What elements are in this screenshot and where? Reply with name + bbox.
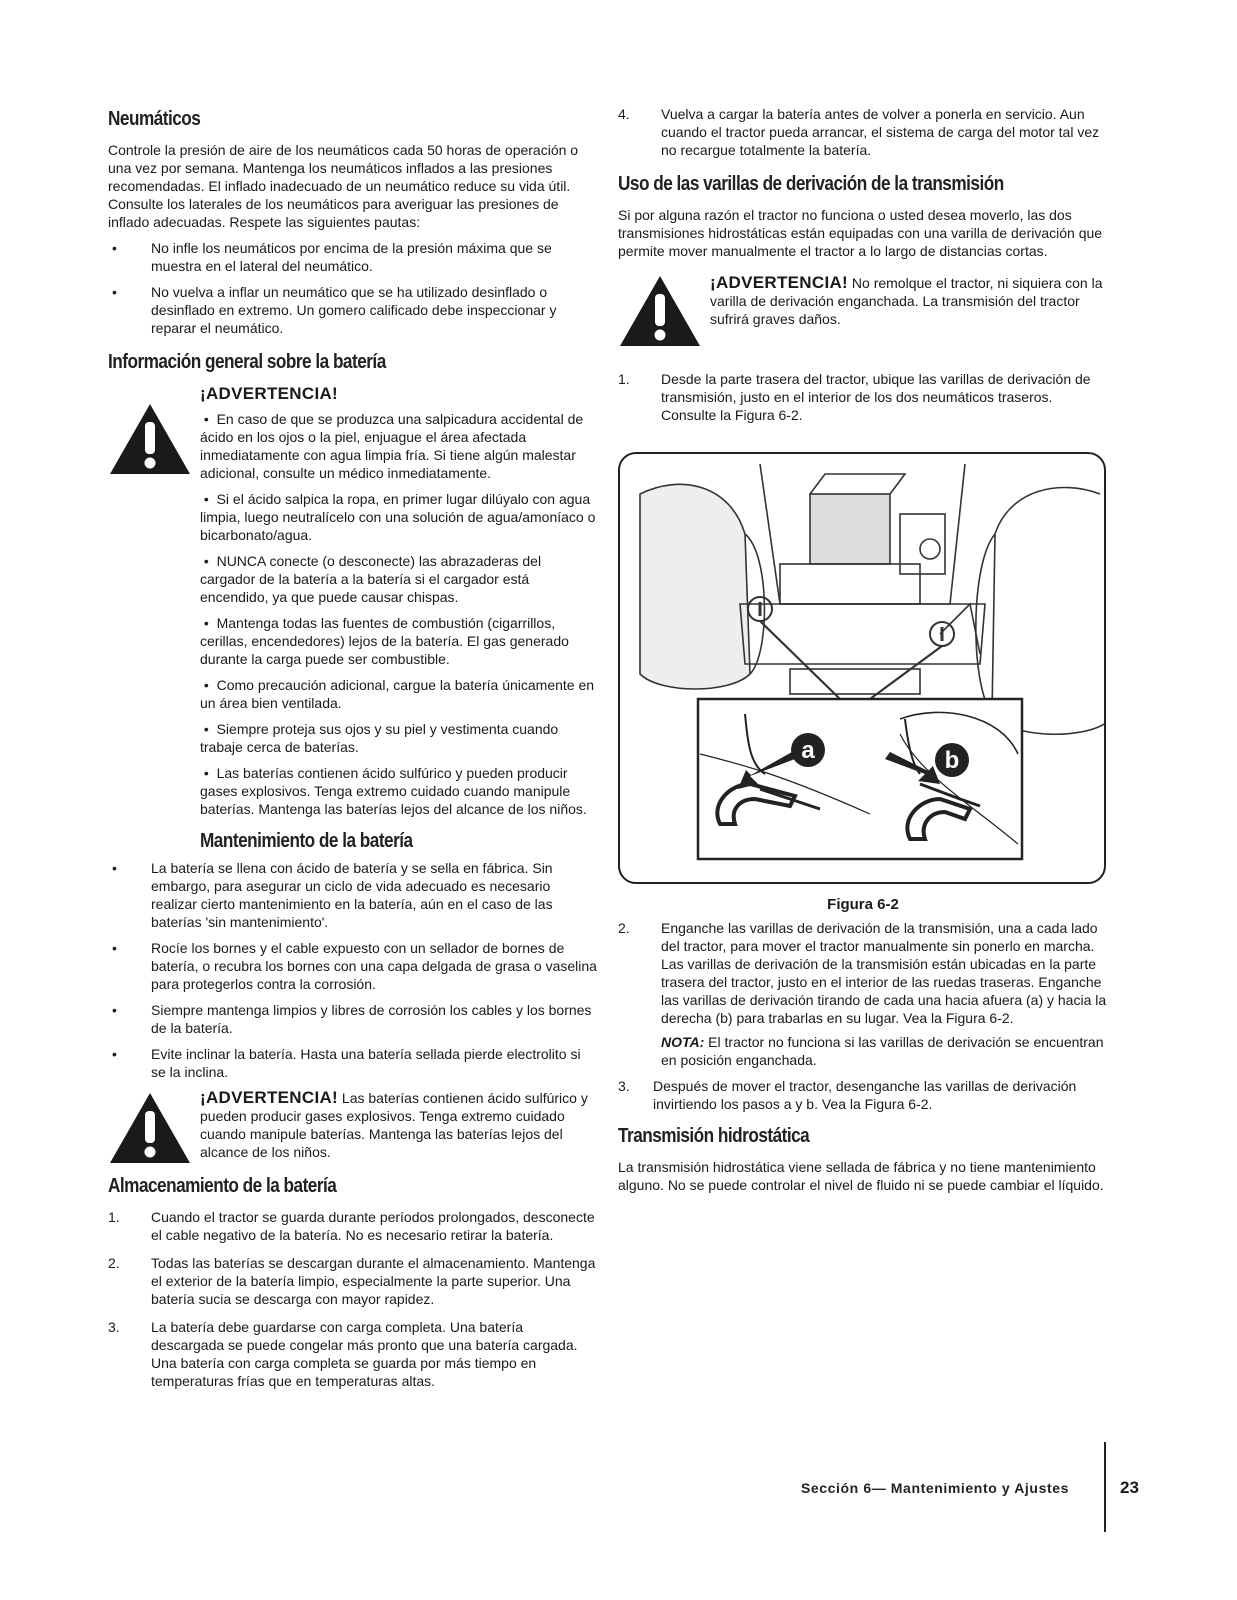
warning-title: ¡ADVERTENCIA! <box>200 1088 339 1107</box>
warning-triangle-icon <box>108 402 192 476</box>
section-footer-title: Sección 6— Mantenimiento y Ajustes <box>800 1480 1069 1496</box>
list-item: 1. Cuando el tractor se guarda durante períodos prolongados, desconecte el cable negativo de la batería. No es necesario retirar la batería. <box>108 1209 595 1243</box>
battery-maintenance-heading: Mantenimiento de la batería <box>200 830 413 852</box>
battery-heading: Información general sobre la batería <box>108 351 386 373</box>
recharge-item <box>618 105 1108 159</box>
warning-triangle-icon <box>618 274 702 348</box>
footer-divider <box>1104 1442 1106 1532</box>
list-item: 2. Todas las baterías se descargan durante el almacenamiento. Mantenga el exterior de la batería limpio, especialmente la parte superior. Una batería sucia se descarga con mayor rapidez. <box>108 1255 596 1307</box>
hydrostatic-text: La transmisión hidrostática viene sellada de fábrica y no tiene mantenimiento alguno. No se puede controlar el nivel de fluido ni se puede cambiar el líquido. <box>618 1159 1104 1193</box>
hydrostatic-heading: Transmisión hidrostática <box>618 1125 810 1147</box>
list-item: • Evite inclinar la batería. Hasta una batería sellada pierde electrolito si se la inclina. <box>112 1046 581 1080</box>
tractor-rear-illustration <box>620 454 1104 882</box>
right-column <box>618 105 1108 434</box>
list-item: • Rocíe los bornes y el cable expuesto con un sellador de bornes de batería, o recubra los bornes con una capa delgada de grasa o vaselina para protegerlos contra la corrosión. <box>112 940 597 992</box>
left-column <box>108 100 598 1400</box>
battery-storage-heading: Almacenamiento de la batería <box>108 1175 337 1197</box>
tires-heading: Neumáticos <box>108 108 201 130</box>
list-item: 3. La batería debe guardarse con carga completa. Una batería descargada se puede congelar más pronto que una batería cargada. Una batería con carga completa se guarda por más tiempo en temperaturas frías que en temperaturas altas. <box>108 1319 578 1389</box>
tow-warning-block <box>618 274 1108 354</box>
bypass-intro: Si por alguna razón el tractor no funciona o usted desea moverlo, las dos transmisiones hidrostáticas están equipadas con una varilla de derivación que permite mover manualmente el tractor a lo largo de distancias cortas. <box>618 207 1103 259</box>
list-item: • Si el ácido salpica la ropa, en primer lugar dilúyalo con agua limpia, luego neutralícelo con una solución de agua/amoníaco o bicarbonato/agua. <box>200 491 596 543</box>
list-item: 2. Enganche las varillas de derivación de la transmisión, una a cada lado del tractor, para mover el tractor manualmente sin ponerlo en marcha. Las varillas de derivación de la transmisión están ubicadas en la parte trasera del tractor, justo en el interior de las ruedas traseras. Enganche las varillas de derivación tirando de cada una hacia afuera (a) y hacia la derecha (b) para trabarlas en su lugar. Vea la Figura 6-2. <box>618 920 1107 1026</box>
list-item: • No vuelva a inflar un neumático que se ha utilizado desinflado o desinflado en extremo. Un gomero calificado debe inspeccionar y reparar el neumático. <box>112 284 557 336</box>
label-a: a <box>801 737 815 764</box>
figure-bypass-rods <box>618 452 1106 884</box>
list-item: • La batería se llena con ácido de batería y se sella en fábrica. Sin embargo, para asegurar un ciclo de vida adecuado es necesario realizar cierto mantenimiento en la batería, aún en el caso de las baterías 'sin mantenimiento'. <box>112 860 553 930</box>
figure-caption: Figura 6-2 <box>827 896 899 913</box>
maintenance-bullet-list <box>108 859 598 1081</box>
tires-bullet-list <box>108 239 598 337</box>
bypass-rods-heading: Uso de las varillas de derivación de la transmisión <box>618 173 1004 195</box>
warning-text: No remolque el tractor, ni siquiera con la varilla de derivación enganchada. La transmisión del tractor sufrirá graves daños. <box>710 275 1103 327</box>
page-number: 23 <box>1120 1478 1139 1497</box>
right-column-lower <box>618 896 1108 1194</box>
list-item: • No infle los neumáticos por encima de la presión máxima que se muestra en el lateral del neumático. <box>112 240 552 274</box>
list-item: • Como precaución adicional, cargue la batería únicamente en un área bien ventilada. <box>200 677 595 711</box>
label-b: b <box>944 747 960 774</box>
list-item: • En caso de que se produzca una salpicadura accidental de ácido en los ojos o la piel, enjuague el área afectada inmediatamente con agua limpia fría. Si tiene algún malestar adicional, consulte un médico inmediatamente. <box>200 411 584 481</box>
list-item: • NUNCA conecte (o desconecte) las abrazaderas del cargador de la batería a la batería si el cargador está encendido, ya que puede causar chispas. <box>200 553 542 605</box>
list-item: • Siempre proteja sus ojos y su piel y vestimenta cuando trabaje cerca de baterías. <box>200 721 559 755</box>
list-item: 4. Vuelva a cargar la batería antes de volver a ponerla en servicio. Aun cuando el tractor pueda arrancar, el sistema de carga del motor tal vez no recargue totalmente la batería. <box>618 106 1100 158</box>
list-item: • Siempre mantenga limpios y libres de corrosión los cables y los bornes de la batería. <box>112 1002 592 1036</box>
bypass-step-1 <box>618 370 1108 424</box>
warning-title: ¡ADVERTENCIA! <box>200 384 339 403</box>
warning-triangle-icon <box>108 1091 192 1165</box>
note: NOTA: El tractor no funciona si las varillas de derivación se encuentran en posición enganchada. <box>661 1034 1104 1068</box>
warning-text: Las baterías contienen ácido sulfúrico y pueden producir gases explosivos. Tenga extremo cuidado cuando manipule baterías. Mantenga las baterías lejos del alcance de los niños. <box>200 1090 588 1160</box>
tires-intro: Controle la presión de aire de los neumáticos cada 50 horas de operación o una vez por semana. Mantenga los neumáticos inflados a las presiones recomendadas. El inflado inadecuado de un neumático reduce su vida útil. Consulte los laterales de los neumáticos para averiguar las presiones de inflado adecuadas. Respete las siguientes pautas: <box>108 142 579 230</box>
storage-numbered-list <box>108 1208 598 1390</box>
list-item: 1. Desde la parte trasera del tractor, ubique las varillas de derivación de transmisión, justo en el interior de los dos neumáticos traseros. Consulte la Figura 6-2. <box>618 371 1091 423</box>
list-item: • Las baterías contienen ácido sulfúrico y pueden producir gases explosivos. Tenga extremo cuidado cuando manipule baterías. Mantenga las baterías lejos del alcance de los niños. <box>200 765 587 817</box>
list-item: • Mantenga todas las fuentes de combustión (cigarrillos, cerillas, encendedores) lejos de la batería. El gas generado durante la carga puede ser combustible. <box>200 615 569 667</box>
warning-title: ¡ADVERTENCIA! <box>710 273 849 292</box>
list-item: 3. Después de mover el tractor, desenganche las varillas de derivación invirtiendo los pasos a y b. Vea la Figura 6-2. <box>618 1078 1077 1112</box>
bypass-step-3 <box>618 1077 1108 1113</box>
bypass-steps-list <box>618 919 1108 1027</box>
acid-warning-block <box>108 1089 598 1163</box>
battery-warning-block <box>108 384 598 818</box>
